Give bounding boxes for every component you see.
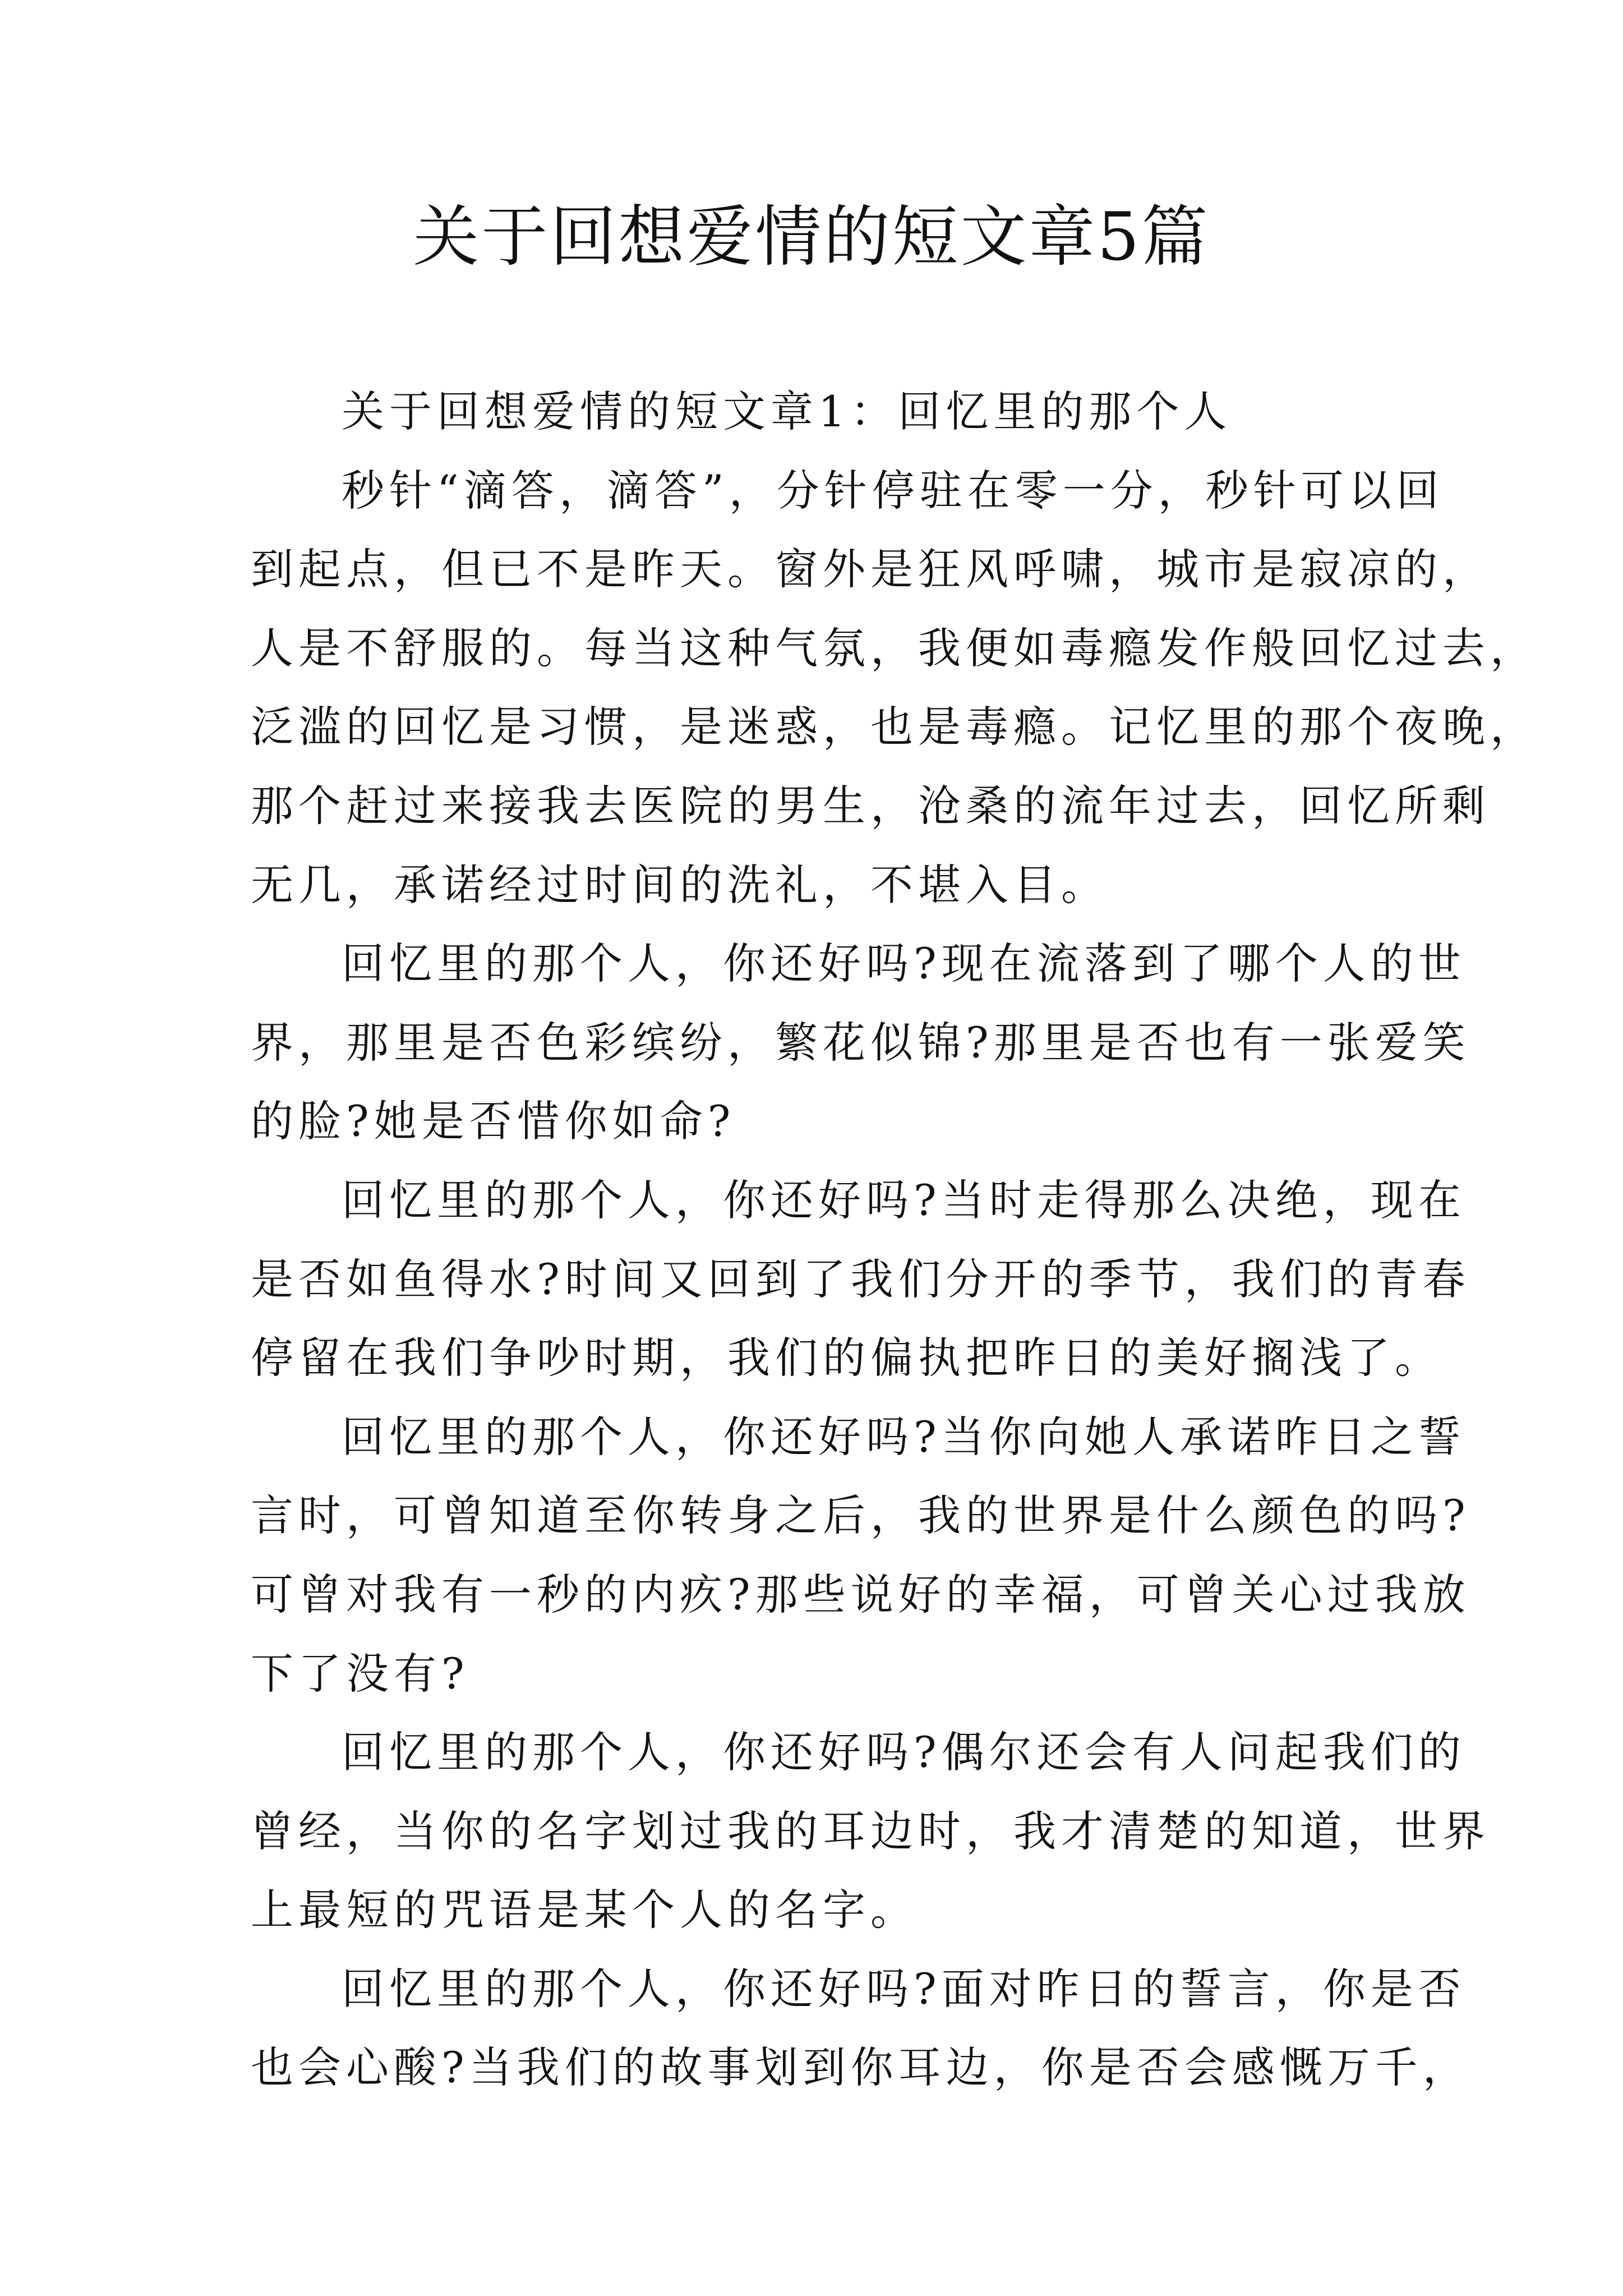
body-text-line: 上最短的咒语是某个人的名字。 <box>251 1885 918 1935</box>
body-text-line: 那个赶过来接我去医院的男生，沧桑的流年过去，回忆所剩 <box>251 780 1490 831</box>
body-text-line: 言时，可曾知道至你转身之后，我的世界是什么颜色的吗? <box>251 1490 1470 1541</box>
body-text-line: 可曾对我有一秒的内疚?那些说好的幸福，可曾关心过我放 <box>251 1569 1470 1619</box>
document-title: 关于回想爱情的短文章5篇 <box>413 198 1210 275</box>
body-text-line: 人是不舒服的。每当这种气氛，我便如毒瘾发作般回忆过去， <box>251 623 1538 673</box>
body-text-line: 回忆里的那个人，你还好吗?当时走得那么决绝，现在 <box>342 1175 1466 1225</box>
body-text-line: 下了没有? <box>251 1648 469 1699</box>
section-heading-line: 关于回想爱情的短文章1：回忆里的那个人 <box>342 386 1232 436</box>
body-text-line: 也会心酸?当我们的故事划到你耳边，你是否会感慨万千， <box>251 2042 1470 2093</box>
body-text-line: 回忆里的那个人，你还好吗?现在流落到了哪个人的世 <box>342 938 1466 989</box>
body-text-line: 泛滥的回忆是习惯，是迷惑，也是毒瘾。记忆里的那个夜晚， <box>251 702 1538 752</box>
body-text-line: 到起点，但已不是昨天。窗外是狂风呼啸，城市是寂凉的， <box>251 544 1490 595</box>
body-text-line: 的脸?她是否惜你如命? <box>251 1096 736 1147</box>
document-body <box>251 372 1538 2108</box>
body-text-line: 秒针“滴答，滴答”，分针停驻在零一分，秒针可以回 <box>342 465 1444 516</box>
body-text-line: 回忆里的那个人，你还好吗?偶尔还会有人问起我们的 <box>342 1727 1466 1778</box>
body-text-line: 回忆里的那个人，你还好吗?面对昨日的誓言，你是否 <box>342 1963 1466 2014</box>
body-text-line: 界，那里是否色彩缤纷，繁花似锦?那里是否也有一张爱笑 <box>251 1017 1470 1068</box>
body-text-line: 停留在我们争吵时期，我们的偏执把昨日的美好搁浅了。 <box>251 1333 1442 1383</box>
body-text-line: 曾经，当你的名字划过我的耳边时，我才清楚的知道，世界 <box>251 1806 1490 1856</box>
body-text-line: 无几，承诺经过时间的洗礼，不堪入目。 <box>251 859 1109 910</box>
body-text-line: 是否如鱼得水?时间又回到了我们分开的季节，我们的青春 <box>251 1254 1470 1304</box>
body-text-line: 回忆里的那个人，你还好吗?当你向她人承诺昨日之誓 <box>342 1411 1466 1462</box>
